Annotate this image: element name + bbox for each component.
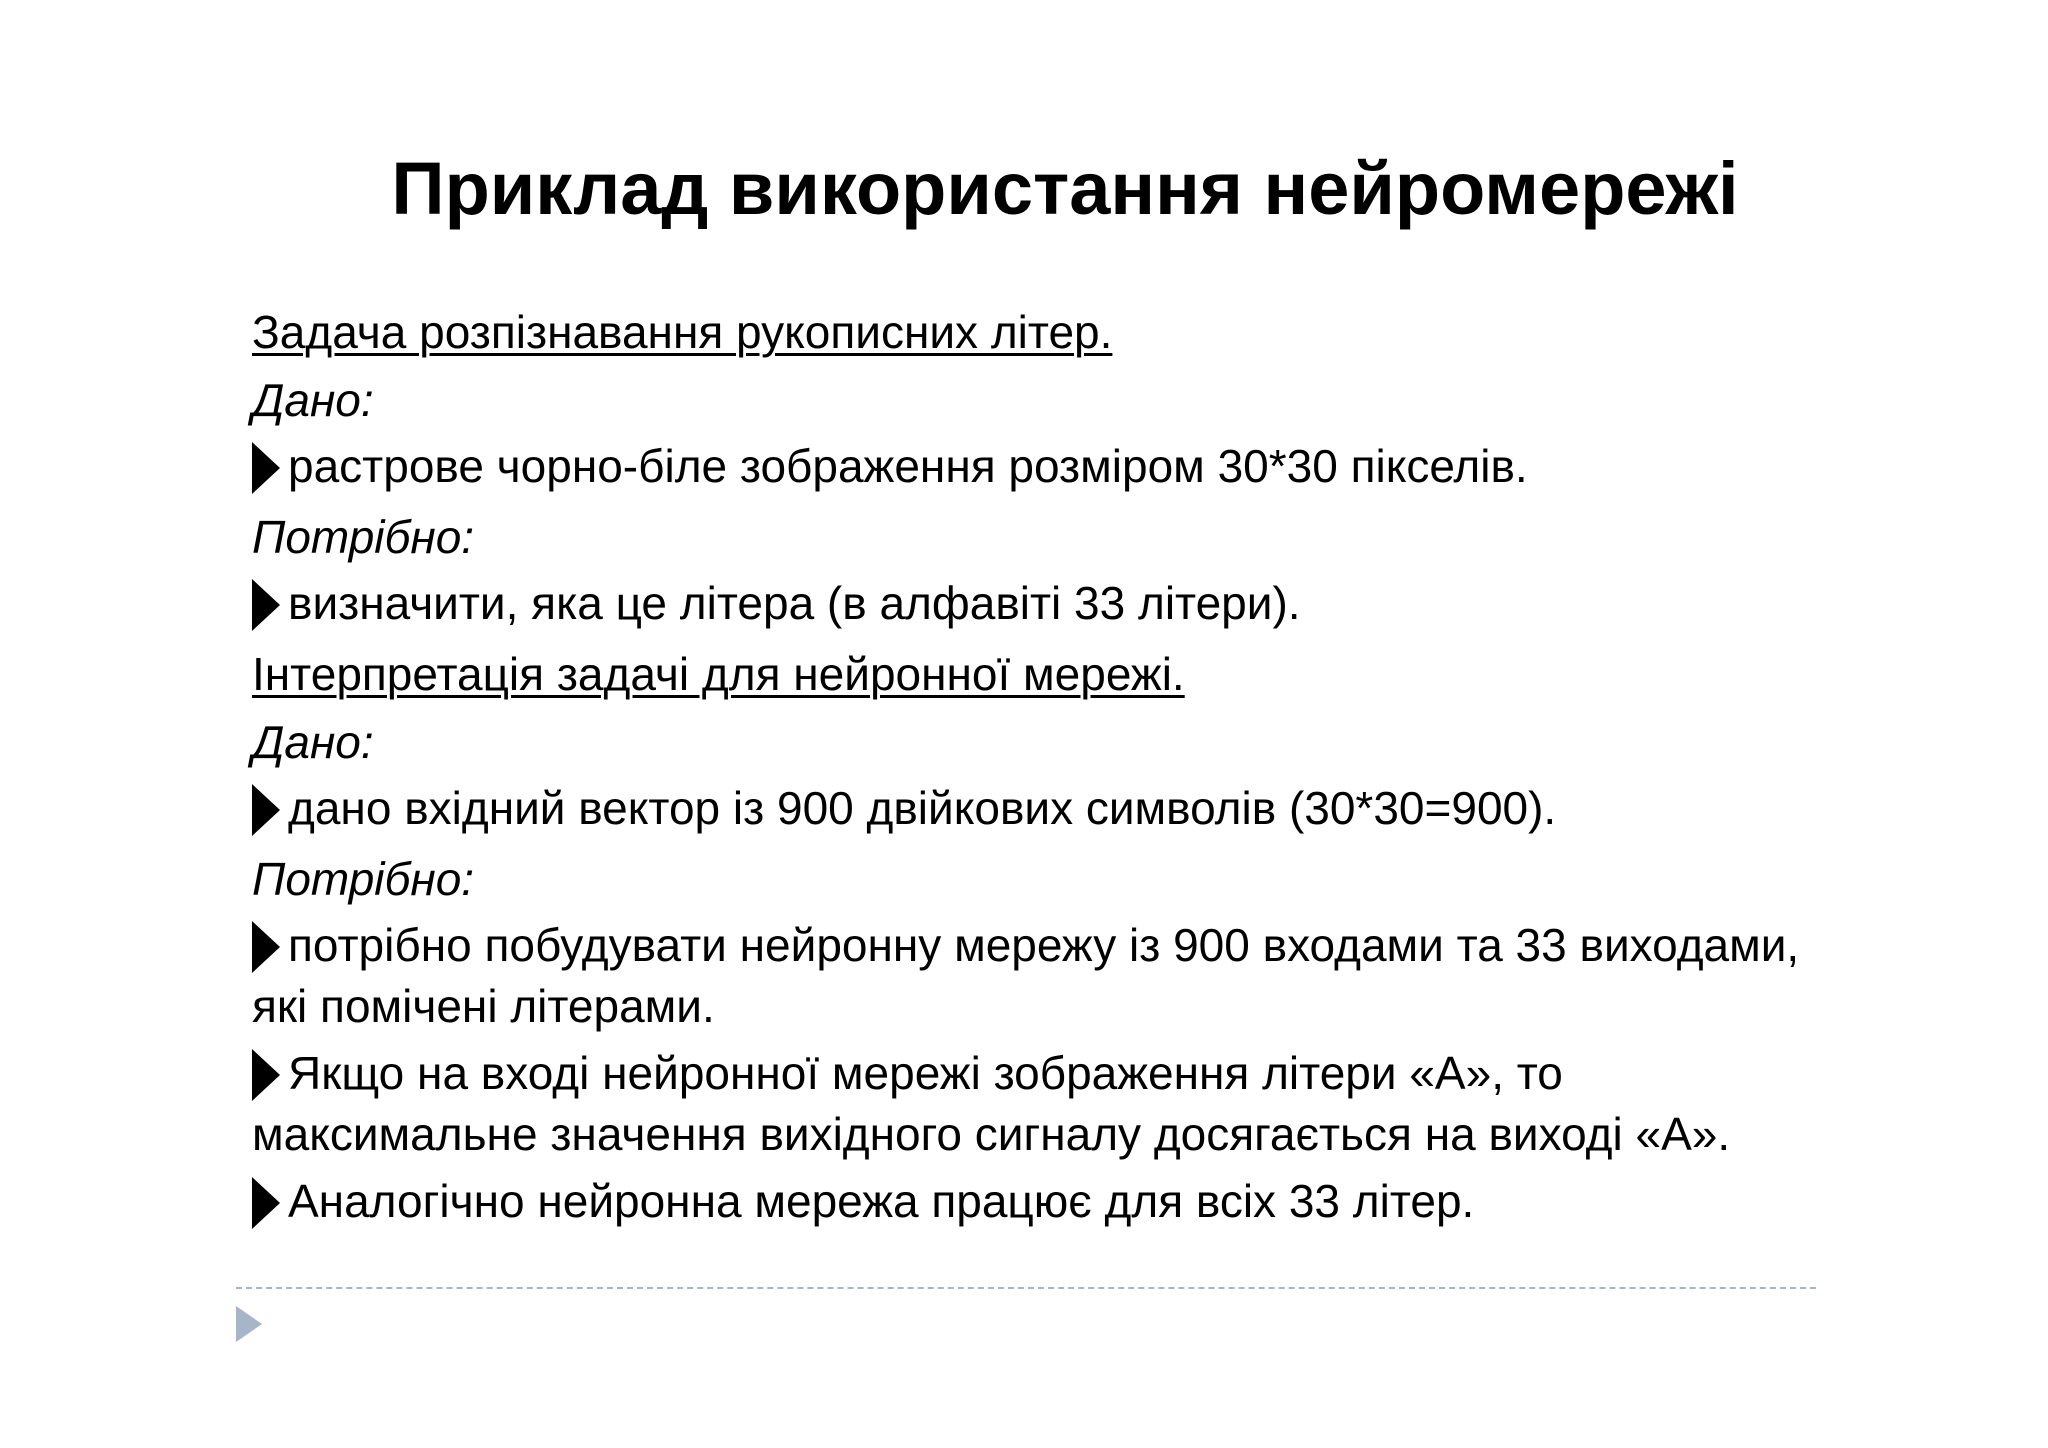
footer-divider xyxy=(236,1287,1816,1289)
bullet-item xyxy=(252,436,1932,497)
bullet-triangle-icon xyxy=(252,442,280,494)
bullet-text: потрібно побудувати нейронну мережу із 900 входами та 33 виходами, які помічені літерами. xyxy=(252,919,1800,1032)
bullet-text: Аналогічно нейронна мережа працює для всіх 33 літер. xyxy=(288,1175,1475,1227)
bullet-text: дано вхідний вектор із 900 двійкових символів (30*30=900). xyxy=(288,782,1557,834)
given-label: Дано: xyxy=(252,716,374,768)
footer-arrow-icon xyxy=(236,1306,262,1342)
bullet-triangle-icon xyxy=(252,1049,280,1101)
slide-content xyxy=(252,298,1932,1238)
bullet-text: Якщо на вході нейронної мережі зображення літери «А», то максимальне значення вихідного сигналу досягається на виході «А». xyxy=(252,1047,1731,1160)
bullet-text: визначити, яка це літера (в алфавіті 33 літери). xyxy=(288,577,1301,629)
required-label: Потрібно: xyxy=(252,853,475,905)
bullet-triangle-icon xyxy=(252,1177,280,1229)
bullet-item xyxy=(252,778,1932,839)
given-label: Дано: xyxy=(252,374,374,426)
interpretation-heading: Інтерпретація задачі для нейронної мережі. xyxy=(252,648,1185,700)
slide-title: Приклад використання нейромережі xyxy=(391,147,1739,230)
bullet-item xyxy=(252,573,1932,634)
bullet-item xyxy=(252,1171,1932,1232)
required-label: Потрібно: xyxy=(252,511,475,563)
bullet-item xyxy=(252,1043,1932,1165)
bullet-item xyxy=(252,915,1932,1037)
bullet-text: растрове чорно-біле зображення розміром 30*30 пікселів. xyxy=(288,440,1528,492)
bullet-triangle-icon xyxy=(252,579,280,631)
bullet-triangle-icon xyxy=(252,784,280,836)
task-heading: Задача розпізнавання рукописних літер. xyxy=(252,306,1113,358)
